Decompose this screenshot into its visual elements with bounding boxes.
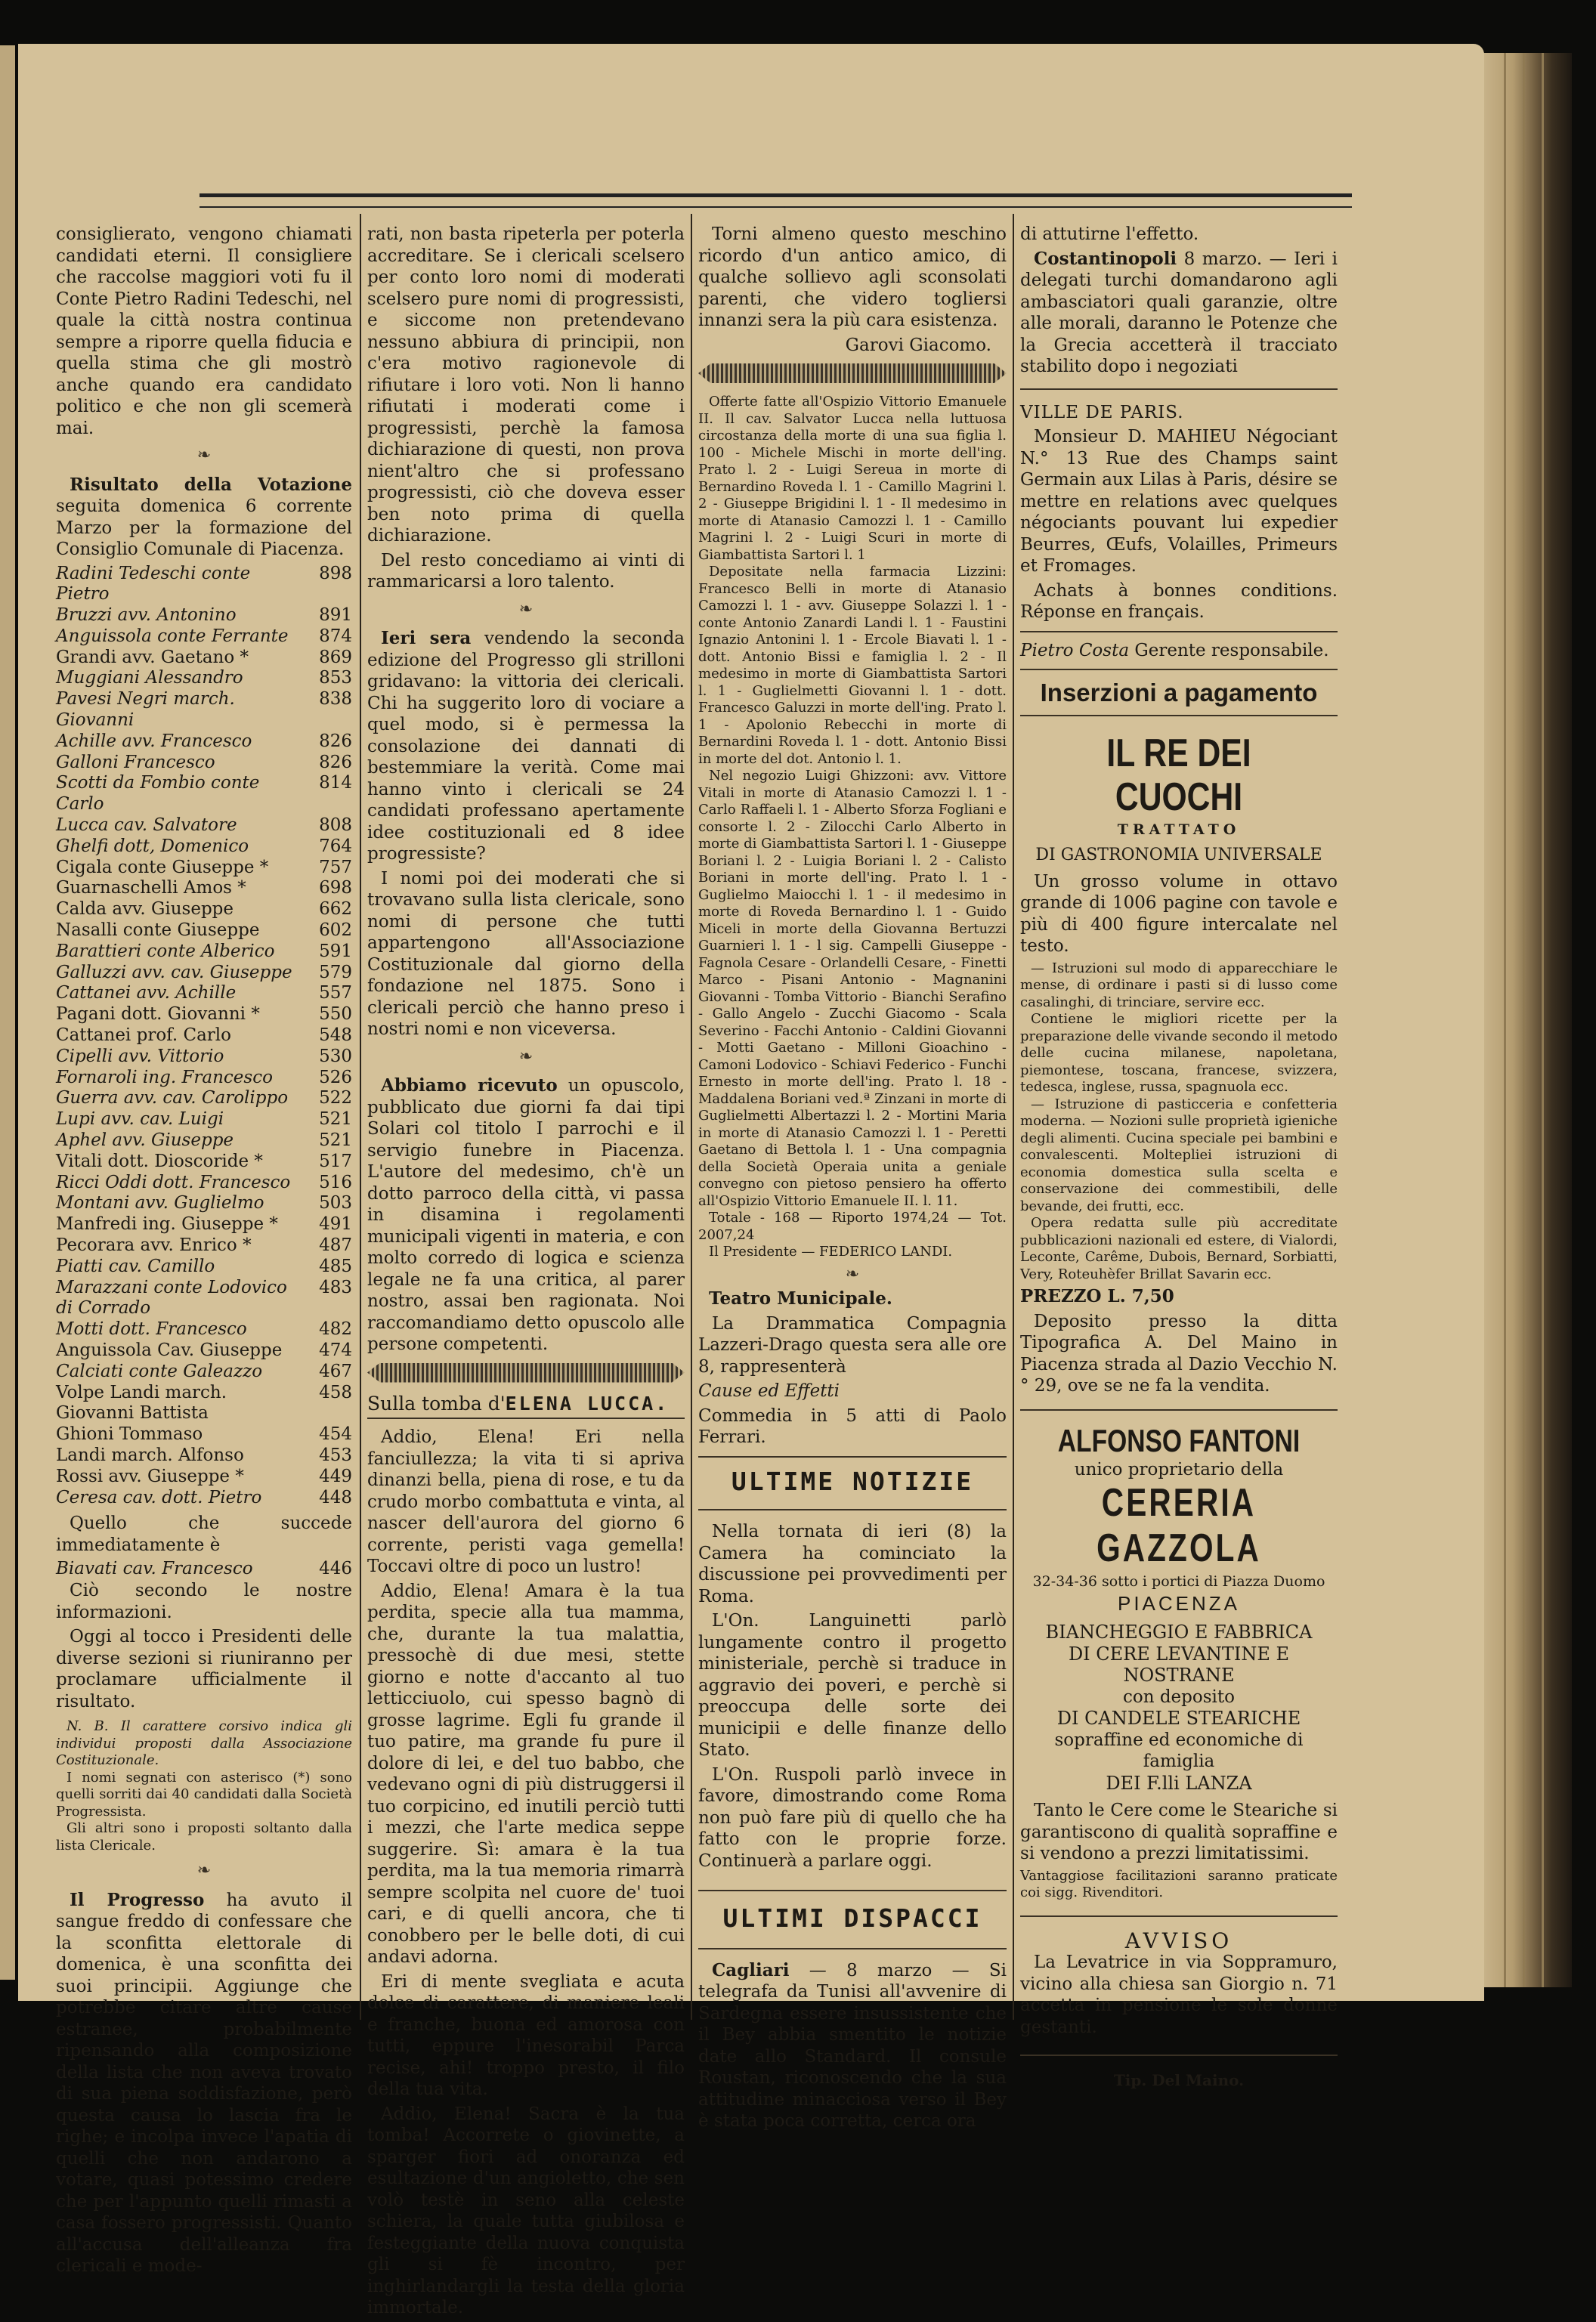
- vote-row: [56, 1130, 352, 1152]
- offerte-totale: Totale - 168 — Riporto 1974,24 — Tot. 2007,24: [698, 1210, 1007, 1243]
- vote-row: [56, 1319, 352, 1340]
- vote-row: [56, 1173, 352, 1194]
- candidate-votes: 591: [319, 941, 352, 961]
- candidate-name: Ghioni Tommaso: [56, 1424, 203, 1445]
- teatro-subtitle: Commedia in 5 atti di Paolo Ferrari.: [698, 1405, 1007, 1447]
- bianch-line-6: DEI F.lli LANZA: [1106, 1772, 1252, 1794]
- book-binding: [1481, 53, 1572, 1987]
- candidate-name: Aphel avv. Giuseppe: [56, 1130, 234, 1151]
- candidate-name: Barattieri conte Alberico: [56, 941, 275, 961]
- candidate-name: Fornaroli ing. Francesco: [56, 1067, 273, 1087]
- candidate-name: Radini Tedeschi conte Pietro: [56, 563, 251, 604]
- vote-row: [56, 753, 352, 774]
- separator-ornament: ❧: [196, 1861, 212, 1881]
- candidate-name: Calda avv. Giuseppe: [56, 899, 234, 920]
- candidate-name: Galluzzi avv. cav. Giuseppe: [56, 962, 292, 982]
- inserzioni-title: Inserzioni a pagamento: [1040, 679, 1318, 706]
- vote-row: [56, 815, 352, 836]
- candidate-votes: 898: [319, 563, 352, 583]
- candidate-votes: 838: [319, 689, 352, 710]
- cere-text: Tanto le Cere come le Steariche si garantiscono di qualità sopraffine e si vendono a prezzi limitatissimi.: [1020, 1801, 1338, 1863]
- offerte-1: Offerte fatte all'Ospizio Vittorio Emanuele II. Il cav. Salvator Lucca nella luttuosa circostanza della morte di una sua figlia l. 100 - Michele Mischi in morte dell'ing. Prato l. 2 - Luigi Sereua in morte di Bernardino Roveda l. 1 - Camillo Magrini l. 2 - Giuseppe Brigidini l. 1 - Il medesimo in morte di Atanasio Camozzi l. 1 - Camillo Magrini l. 2 - Luigi Scuri in morte di Giambattista Sartori l. 1: [698, 394, 1007, 563]
- candidate-name: Scotti da Fombio conte Carlo: [56, 773, 260, 815]
- ricordo-paragraph: Torni almeno questo meschino ricordo d'un antico amico, di qualche sollievo agli sconsolati parenti, che videro togliersi innanzi sera la più cara esistenza.: [698, 224, 1007, 330]
- candidate-votes: 814: [319, 773, 352, 793]
- candidate-name: Montani avv. Guglielmo: [56, 1193, 264, 1214]
- vote-row: [56, 858, 352, 879]
- vote-row: [56, 648, 352, 669]
- vote-row: [56, 564, 352, 606]
- thin-rule: [698, 1948, 1007, 1949]
- elena-paragraph-3: Eri di mente svegliata e acuta dolce di carattere, di maniere leali e franche, buona ed amorosa con tutti, eppure l'inesorabil Parca recise, ahi! troppo presto, il filo della tua vita.: [367, 1971, 685, 2099]
- re-dei-cuochi-title: IL RE DEI CUOCHI: [1106, 731, 1251, 819]
- teatro-play: Cause ed Effetti: [698, 1381, 840, 1401]
- costantinopoli-lead: Costantinopoli: [1034, 248, 1177, 269]
- vote-row: [56, 689, 352, 731]
- column-4: [1020, 224, 1338, 2092]
- thin-rule: [698, 1456, 1007, 1458]
- newspaper-page: [18, 44, 1484, 2317]
- candidate-name: Ricci Oddi dott. Francesco: [56, 1172, 291, 1192]
- cuochi-detail-2: Contiene le migliori ricette per la preparazione delle vivande secondo il metodo delle cucina milanese, napoletana, piemontese, toscana, francese, svizzera, tedesca, inglese, russa, spagnuola ecc.: [1020, 1011, 1338, 1095]
- vote-row: [56, 878, 352, 899]
- thin-rule: [698, 1509, 1007, 1510]
- teatro-title: Teatro Municipale.: [709, 1288, 892, 1309]
- cuochi-description: Un grosso volume in ottavo grande di 1006 pagine con tavole e più di 400 figure intercalate nel testo.: [1020, 871, 1338, 956]
- candidate-name: Achille avv. Francesco: [56, 731, 252, 751]
- thin-rule: [1020, 669, 1338, 670]
- candidate-name: Nasalli conte Giuseppe: [56, 920, 260, 941]
- offerte-block: [698, 394, 1007, 1261]
- tomba-prefix: Sulla tomba d': [367, 1392, 506, 1415]
- candidate-name: Bruzzi avv. Antonino: [56, 605, 237, 626]
- costantinopoli-text: 8 marzo. — Ieri i delegati turchi domandarono agli ambasciatori quali garanzie, oltre alle morali, daranno le Potenze che la Grecia accetterà il tracciato stabilito dopo i negoziati: [1020, 249, 1338, 376]
- candidate-votes: 579: [319, 962, 352, 982]
- footnote-block: [56, 1718, 352, 1854]
- candidate-name: Pagani dott. Giovanni *: [56, 1004, 260, 1025]
- candidate-name: Galloni Francesco: [56, 752, 215, 772]
- vote-row: [56, 836, 352, 858]
- candidate-votes: 485: [319, 1256, 352, 1276]
- candidate-name: Cattanei avv. Achille: [56, 983, 237, 1003]
- cuochi-details: [1020, 960, 1338, 1284]
- cagliari-lead: Cagliari: [712, 1959, 790, 1980]
- gerente-name: Pietro Costa: [1020, 640, 1130, 660]
- candidate-votes: 826: [319, 731, 352, 751]
- vote-row: [56, 983, 352, 1004]
- cuochi-detail-4: Opera redatta sulle più accreditate pubblicazioni nazionali ed estere, di Vialordi, Leconte, Carême, Dubois, Bernard, Sorbiatti, Very, Roteuhèfer Brillat Savarin ecc.: [1020, 1215, 1338, 1282]
- candidate-name: Lupi avv. cav. Luigi: [56, 1109, 224, 1130]
- vote-row: [56, 1362, 352, 1383]
- candidate-votes: 522: [319, 1088, 352, 1108]
- candidate-name: Cattanei prof. Carlo: [56, 1025, 231, 1046]
- vote-row: [56, 1088, 352, 1109]
- vote-row: [56, 941, 352, 963]
- candidate-votes: 526: [319, 1067, 352, 1087]
- thin-rule: [1020, 715, 1338, 716]
- candidate-votes: 491: [319, 1214, 352, 1235]
- vote-row: [56, 1383, 352, 1425]
- candidate-name: Landi march. Alfonso: [56, 1445, 244, 1465]
- candidate-name: Cipelli avv. Vittorio: [56, 1046, 224, 1066]
- ultime-paragraph-3: L'On. Ruspoli parlò invece in favore, dimostrando come Roma non può fare più di quello che ha fatto con le proprie forze. Continuerà a parlare oggi.: [698, 1764, 1007, 1871]
- candidate-name: Vitali dott. Dioscoride *: [56, 1151, 263, 1171]
- attutirne-paragraph: di attutirne l'effetto.: [1020, 224, 1199, 244]
- vote-row: [56, 605, 352, 626]
- cereria-city: PIACENZA: [1117, 1591, 1241, 1615]
- result-title: Risultato della Votazione: [70, 474, 352, 495]
- candidate-name: Pavesi Negri march. Giovanni: [56, 689, 235, 731]
- column-divider: [691, 214, 692, 2020]
- column-3: [698, 224, 1007, 2135]
- next-candidate: [56, 1559, 352, 1580]
- vantaggiose-text: Vantaggiose facilitazioni saranno praticate coi sigg. Rivenditori.: [1020, 1867, 1338, 1900]
- candidate-name: Guerra avv. cav. Carolippo: [56, 1088, 289, 1108]
- top-rule: [200, 193, 1352, 208]
- footnote-1: N. B. Il carattere corsivo indica gli individui proposti dalla Associazione Costituzionale.: [56, 1718, 352, 1769]
- ultimi-dispacci-title: ULTIMI DISPACCI: [722, 1903, 982, 1933]
- bianch-line-4: DI CANDELE STEARICHE: [1056, 1708, 1301, 1729]
- elena-paragraph-2: Addio, Elena! Amara è la tua perdita, specie alla tua mamma, che, durante la tua malattia, pressochè di due mesi, stette giorno e notte d'accanto al tuo letticciuolo, cui spesso bagnò di grosse lagrime. Egli fu grande il tuo patire, ma grande fu pure il dolore di lei, e del tuo babbo, che vedevano ogni di più distruggersi il tuo corpicino, ed inutili perciò tutti i mezzi, che l'arte medica seppe suggerire. Sì: amara è la tua perdita, ma la tua memoria rimarrà sempre scolpita nel cuore de' tuoi cari, e di quelli ancora, che ti conobbero per le belle doti, di cui andavi adorna.: [367, 1581, 685, 1967]
- candidate-votes: 517: [319, 1151, 352, 1171]
- thin-rule: [1020, 388, 1338, 390]
- candidate-votes: 826: [319, 752, 352, 772]
- candidate-name: Lucca cav. Salvatore: [56, 815, 237, 836]
- candidate-name: Piatti cav. Camillo: [56, 1256, 215, 1276]
- candidate-name: Motti dott. Francesco: [56, 1319, 247, 1340]
- cuochi-detail-1: — Istruzioni sul modo di apparecchiare le mense, di ordinare i pasti si di lusso come casalinghi, di trinciare, servire ecc.: [1020, 960, 1338, 1010]
- candidate-votes: 853: [319, 668, 352, 688]
- vote-row: [56, 1068, 352, 1089]
- candidate-votes: 521: [319, 1109, 352, 1130]
- price: PREZZO L. 7,50: [1020, 1286, 1174, 1306]
- candidate-votes: 453: [319, 1445, 352, 1465]
- candidate-votes: 874: [319, 626, 352, 646]
- column-divider: [360, 214, 361, 2020]
- candidate-name: Calciati conte Galeazzo: [56, 1361, 263, 1381]
- elena-paragraph-1: Addio, Elena! Eri nella fanciullezza; la vita ti si apriva dinanzi bella, piena di rose, e tu da crudo morbo combattuta e vinta, al nascer dell'aurora del giorno 6 corrente, peristi vaga gemella! Toccavi oltre di poco un lustro!: [367, 1427, 685, 1576]
- ieri-text: vendendo la seconda edizione del Progresso gli strilloni gridavano: la vittoria dei clericali. Chi ha suggerito loro di vociare a quel modo, si è permessa la consolazione dei dannati di bestemmiare la verità. Come mai hanno vinto i clericali se 24 candidati professano apertamente idee costituzionali ed 8 idee progressiste?: [367, 629, 685, 864]
- ultime-paragraph-1: Nella tornata di ieri (8) la Camera ha cominciato la discussione pei provvedimenti per Roma.: [698, 1522, 1007, 1606]
- ville-text: Monsieur D. MAHIEU Négociant N.° 13 Rue des Champs saint Germain aux Lilas à Paris, désire se mettre en relations avec quelques négociants pouvant lui expedier Beurres, Œufs, Volailles, Primeurs et Fromages.: [1020, 427, 1338, 576]
- thin-rule: [367, 1418, 685, 1419]
- vote-row: [56, 1152, 352, 1173]
- cereria-title: CERERIA GAZZOLA: [1096, 1481, 1261, 1570]
- after-title: Quello che succede immediatamente è: [56, 1513, 352, 1555]
- vote-row: [56, 731, 352, 753]
- presidents-paragraph: Oggi al tocco i Presidenti delle diverse sezioni si riuniranno per proclamare ufficialmente il risultato.: [56, 1627, 352, 1711]
- vote-row: [56, 963, 352, 984]
- ville-text-2: Achats à bonnes conditions. Réponse en français.: [1020, 580, 1338, 622]
- candidate-votes: 474: [319, 1340, 352, 1360]
- fantoni-name: ALFONSO FANTONI: [1057, 1422, 1301, 1458]
- vote-row: [56, 1424, 352, 1445]
- progresso-lead: Il Progresso: [70, 1889, 205, 1910]
- avviso-title: AVVISO: [1124, 1928, 1233, 1953]
- ultime-notizie-title: ULTIME NOTIZIE: [731, 1466, 974, 1496]
- vote-row: [56, 1235, 352, 1257]
- candidate-name: Ghelfi dott, Domenico: [56, 836, 249, 856]
- fantoni-subtitle: unico proprietario della: [1074, 1459, 1284, 1479]
- thin-rule: [1020, 1915, 1338, 1917]
- vote-row: [56, 1109, 352, 1130]
- progresso-text: ha avuto il sangue freddo di confessare che la sconfitta elettorale di domenica, è una sconfitta dei suoi principii. Aggiunge che potrebbe citare altre cause estranee, probabilmente ripensando alla composizione della lista che non aveva trovato di sua piena soddisfazione, però questa causa lo lascia fra le righe; e incolpa invece l'apatia di quelli che non andarono a votare, quasi potessimo credere che per l'appunto quelli rimasti a casa fossero progressisti. Quanto all'accusa dell'alleanza fra clericali e mode-: [56, 1890, 353, 2277]
- footnote-2: I nomi segnati con asterisco (*) sono quelli sorriti dai 40 candidati dalla Società Progressista.: [56, 1769, 352, 1820]
- candidate-name: Manfredi ing. Giuseppe *: [56, 1214, 278, 1235]
- vote-row: [56, 773, 352, 815]
- previous-page-edge: [0, 45, 15, 1980]
- vote-row: [56, 626, 352, 648]
- ieri-lead: Ieri sera: [381, 628, 472, 648]
- candidate-votes: 516: [319, 1172, 352, 1192]
- candidate-votes: 891: [319, 605, 352, 626]
- footnote-3: Gli altri sono i proposti soltanto dalla lista Clericale.: [56, 1820, 352, 1854]
- separator-ornament: ❧: [518, 599, 534, 619]
- candidate-votes: 467: [319, 1361, 352, 1381]
- vote-row: [56, 1340, 352, 1362]
- column-1: [56, 224, 352, 2280]
- gastronomia-subtitle: DI GASTRONOMIA UNIVERSALE: [1035, 846, 1322, 864]
- candidate-votes: 757: [319, 857, 352, 877]
- candidate-name: Anguissola conte Ferrante: [56, 626, 289, 646]
- moderati-paragraph: rati, non basta ripeterla per poterla accreditare. Se i clericali scelsero per conto loro nomi di moderati scelsero pure nomi di progressisti, e siccome non pretendevano nessuno abbiura di principii, non c'era motivo ragionevole di rifiutare i loro voti. Non li hanno rifiutati i moderati come i progressisti, perchè la famosa dichiarazione di questi, non prova nient'altro che si professano progressisti, ciò che doveva esser ben noto prima di quella dichiarazione.: [367, 224, 685, 546]
- candidate-name: Pecorara avv. Enrico *: [56, 1235, 252, 1255]
- vote-row: [56, 1214, 352, 1235]
- thin-rule: [698, 1890, 1007, 1891]
- bianch-line-1: BIANCHEGGIO E FABBRICA: [1045, 1622, 1313, 1643]
- candidate-name: Cigala conte Giuseppe *: [56, 857, 269, 877]
- votes-table: [56, 564, 352, 1509]
- cagliari-text: — 8 marzo — Si telegrafa da Tunisi all'avvenire di Sardegna essere insussistente che il Bey abbia smentito le notizie date allo Standard. Il consule Roustan, riconoscendo che la sua attitudine minacciosa verso il Bey è stata poca corretta, cerca ora: [698, 1960, 1007, 2131]
- ville-title: VILLE DE PARIS.: [1020, 402, 1184, 422]
- candidate-votes: 550: [319, 1004, 352, 1025]
- candidate-votes: 448: [319, 1487, 352, 1507]
- candidate-votes: 602: [319, 920, 352, 941]
- abbiamo-text: un opuscolo, pubblicato due giorni fa dai tipi Solari col titolo I parrochi e il servigio funebre in Piacenza. L'autore del medesimo, ch'è un dotto parroco della città, vi passa in disamina i regolamenti municipali vigenti in materia, e con molto corredo di logica e scienza legale ne fa una critica, al parer nostro, assai ben ragionata. Noi raccomandiamo detto opuscolo alle persone competenti.: [367, 1076, 685, 1354]
- printer-credit: Tip. Del Maino.: [1113, 2071, 1245, 2089]
- ultime-paragraph-2: L'On. Languinetti parlò lungamente contro il progetto ministeriale, perchè si traduce in aggravio dei poveri, e perchè si preoccupa delle sorte dei municipii e delle finanze dello Stato.: [698, 1611, 1007, 1760]
- offerte-3: Nel negozio Luigi Ghizzoni: avv. Vittore Vitali in morte di Atanasio Camozzi l. 1 - Carlo Raffaeli l. 1 - Alberto Sforza Fogliani e consorte l. 2 - Zilocchi Carlo Alberto in morte di Giambattista Sartori l. 1 - Giuseppe Boriani l. 2 - Luigia Boriani l. 2 - Calisto Boriani in morte dell'ing. Prato l. 1 - Guglielmo Maiocchi l. 1 - il medesimo in morte di Roveda Bernardino l. 1 - Guido Miceli in morte della Giovanna Bertuzzi Guarnieri l. 1 - l sig. Campelli Giuseppe - Fagnola Cesare - Orlandelli Cesare, - Finetti Marco - Pisani Antonio - Magnanini Giovanni - Tomba Vittorio - Bianchi Serafino - Gallo Angelo - Zucchi Giacomo - Scala Severino - Facchi Antonio - Caldini Giovanni - Motti Gaetano - Milloni Gioachino - Camoni Lodovico - Schiavi Federico - Funchi Ernesto in morte dell'ing. Prato l. 18 - Maddalena Boriani ved.ª Zinzani in morte di Guglielmetti Albertazzi l. 2 - Mortini Maria in morte di Atanasio Camozzi l. 1 - Peretti Gaetano di Bettola l. 1 - Una compagnia della Società Operaia unita a geniale convegno con pietoso pensiero ha offerto all'Ospizio Vittorio Emanuele II. l. 11.: [698, 768, 1007, 1209]
- vote-row: [56, 1467, 352, 1488]
- candidate-votes: 662: [319, 899, 352, 920]
- vote-row: [56, 1488, 352, 1509]
- separator-ornament: ❧: [518, 1047, 534, 1066]
- nomi-paragraph: I nomi poi dei moderati che si trovavano sulla lista clericale, sono nomi di persone che tutti appartengono all'Associazione Costituzionale dal giorno della fondazione nel 1875. Sono i clericali perciò che hanno preso i nostri nomi e non viceversa.: [367, 868, 685, 1039]
- candidate-name: Ceresa cav. dott. Pietro: [56, 1487, 262, 1507]
- abbiamo-lead: Abbiamo ricevuto: [381, 1075, 558, 1096]
- vote-row: [56, 1445, 352, 1467]
- result-text: seguita domenica 6 corrente Marzo per la formazione del Consiglio Comunale di Piacenza.: [56, 496, 352, 559]
- bianch-line-3: con deposito: [1122, 1687, 1235, 1707]
- candidate-name: Rossi avv. Giuseppe *: [56, 1466, 244, 1486]
- candidate-votes: 454: [319, 1424, 352, 1445]
- candidate-name: Muggiani Alessandro: [56, 668, 243, 688]
- thin-rule: [1020, 2055, 1338, 2056]
- bianch-line-2: DI CERE LEVANTINE E NOSTRANE: [1068, 1643, 1290, 1686]
- candidate-votes: 521: [319, 1130, 352, 1151]
- candidate-votes: 503: [319, 1193, 352, 1214]
- trattato-subtitle: TRATTATO: [1117, 821, 1241, 838]
- intro-paragraph: consiglierato, vengono chiamati candidati eterni. Il consigliere che raccolse maggiori voti fu il Conte Pietro Radini Tedeschi, nel quale la città nostra continua sempre a riporre quella fiducia e quella stima che gli mostrò anche quando era candidato politico e che non gli scemerà mai.: [56, 224, 352, 438]
- signature: Garovi Giacomo.: [845, 335, 991, 355]
- candidate-votes: 458: [319, 1382, 352, 1402]
- candidate-votes: 808: [319, 815, 352, 836]
- info-paragraph: Ciò secondo le nostre informazioni.: [56, 1581, 352, 1622]
- deposito-text: Deposito presso la ditta Tipografica A. Del Maino in Piacenza strada al Dazio Vecchio N.° 29, ove se ne fa la vendita.: [1020, 1311, 1338, 1396]
- tomba-name: ELENA LUCCA.: [505, 1392, 670, 1415]
- vote-row: [56, 1278, 352, 1320]
- candidate-name: Marazzani conte Lodovico di Corrado: [56, 1277, 287, 1319]
- elena-paragraph-4: Addio, Elena! Sacra è la tua tomba! Accorrete o giovinette, a sparger fiori ad onoranza ed esultazione d'un angioletto, che sen volò testè in seno alla celeste schiera, la quale tutta giubilosa e festeggiante della nuova conquista gli si fè incontro, per inghirlandargli la testa della gloria immortale.: [367, 2104, 685, 2317]
- candidate-votes: 482: [319, 1319, 352, 1340]
- vote-row: [56, 1025, 352, 1047]
- candidate-votes: 548: [319, 1025, 352, 1046]
- ornamental-rule: [698, 363, 1007, 383]
- teatro-text: La Drammatica Compagnia Lazzeri-Drago questa sera alle ore 8, rappresenterà: [698, 1313, 1007, 1377]
- candidate-name: Guarnaschelli Amos *: [56, 878, 246, 898]
- vote-row: [56, 1193, 352, 1214]
- column-divider: [1013, 214, 1014, 2020]
- vote-row: [56, 920, 352, 941]
- rammarico-paragraph: Del resto concediamo ai vinti di rammaricarsi a loro talento.: [367, 550, 685, 592]
- offerte-2: Depositate nella farmacia Lizzini: Francesco Belli in morte di Atanasio Camozzi l. 1 - avv. Giuseppe Solazzi l. 1 - conte Antonio Zanardi Landi l. 1 - Faustini Ignazio Antonini l. 1 - Ercole Biavati l. 1 - dott. Antonio Bissi e famiglia l. 2 - Il medesimo in morte di Giambattista Sartori l. 1 - Guglielmetti Giovanni l. 1 - dott. Francesco Galuzzi in morte dell'ing. Prato l. 1 - Apolonio Rebecchi in morte di Bernardini Roveda l. 1 - dott. Antonio Bissi in morte del dot. Antonio l. 1.: [698, 564, 1007, 767]
- candidate-name: Grandi avv. Gaetano *: [56, 647, 249, 667]
- candidate-votes: 869: [319, 647, 352, 667]
- next-candidate-name: Biavati cav. Francesco: [56, 1559, 253, 1579]
- vote-row: [56, 668, 352, 689]
- cereria-address: 32-34-36 sotto i portici di Piazza Duomo: [1032, 1573, 1325, 1590]
- candidate-votes: 483: [319, 1277, 352, 1297]
- column-2: [367, 224, 685, 2322]
- vote-row: [56, 899, 352, 920]
- bianch-line-5: sopraffine ed economiche di famiglia: [1054, 1730, 1304, 1771]
- gerente-text: Gerente responsabile.: [1134, 640, 1329, 660]
- offerte-presidente: Il Presidente — FEDERICO LANDI.: [709, 1244, 953, 1260]
- candidate-votes: 698: [319, 878, 352, 898]
- separator-ornament: ❧: [845, 1264, 860, 1284]
- candidate-name: Anguissola Cav. Giuseppe: [56, 1340, 283, 1360]
- vote-row: [56, 1047, 352, 1068]
- candidate-votes: 764: [319, 836, 352, 856]
- candidate-name: Volpe Landi march. Giovanni Battista: [56, 1382, 227, 1424]
- vote-row: [56, 1004, 352, 1025]
- vote-row: [56, 1257, 352, 1278]
- candidate-votes: 449: [319, 1466, 352, 1486]
- thin-rule: [1020, 631, 1338, 632]
- ornamental-rule: [367, 1363, 685, 1383]
- thin-rule: [1020, 1409, 1338, 1411]
- avviso-text: La Levatrice in via Soppramuro, vicino alla chiesa san Giorgio n. 71 accetta in pensione le sole donne gestanti.: [1020, 1953, 1338, 2037]
- candidate-votes: 557: [319, 983, 352, 1003]
- separator-ornament: ❧: [196, 446, 212, 465]
- next-candidate-votes: 446: [319, 1559, 352, 1579]
- candidate-votes: 487: [319, 1235, 352, 1255]
- cuochi-detail-3: — Istruzione di pasticceria e confetteria moderna. — Nozioni sulle proprietà igieniche degli alimenti. Cucina speciale pei bambini e convalescenti. Moltepliei istruzioni di economia domestica sulla scelta e conservazione dei commestibili, delle bevande, dei frutti, ecc.: [1020, 1096, 1338, 1214]
- candidate-votes: 530: [319, 1046, 352, 1066]
